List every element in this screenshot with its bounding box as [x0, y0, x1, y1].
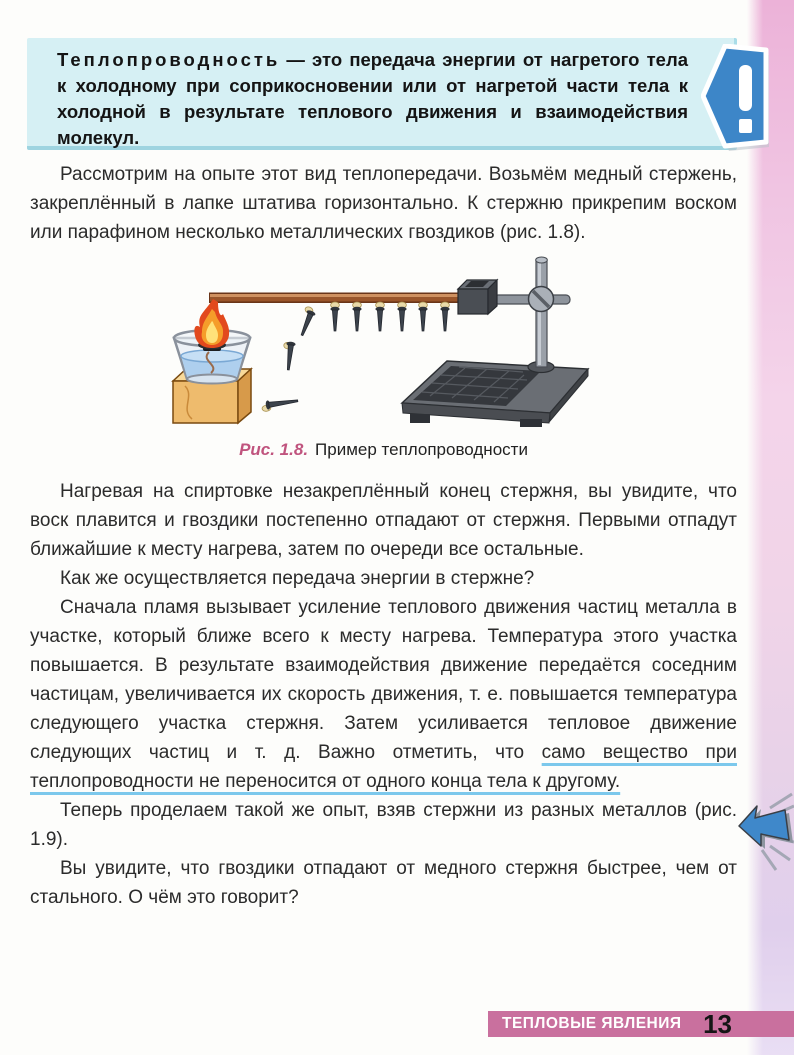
nail — [352, 302, 361, 331]
nail — [440, 302, 449, 331]
falling-nail-tilted — [296, 306, 318, 337]
copper-rod — [209, 293, 463, 304]
retort-stand-base — [402, 361, 588, 427]
paragraph-6-question: Вы увидите, что гвоздики отпадают от медного стержня быстрее, чем от стального. О чём это говорит? — [30, 858, 737, 908]
clamp-holder — [458, 280, 497, 314]
paragraph-3-question: Как же осуществляется передача энергии в стержне? — [60, 568, 535, 589]
fallen-nail — [261, 396, 299, 412]
figure-label: Рис. 1.8. — [239, 440, 309, 459]
figure-illustration — [160, 254, 660, 429]
page-edge-gradient — [747, 0, 794, 1055]
nail — [418, 302, 427, 331]
figure-1-8 — [30, 254, 737, 461]
paragraph-4 — [30, 593, 737, 796]
body-text — [30, 160, 737, 912]
nail — [397, 302, 406, 331]
footer-bar — [488, 1011, 794, 1037]
figure-caption-text: Пример теплопроводности — [315, 440, 528, 459]
nail — [330, 302, 339, 331]
paragraph-2: Нагревая на спиртовке незакреплённый конец стержня, вы увидите, что воск плавится и гвоздики постепенно отпадают от стержня. Первыми отпадут ближайшие к месту нагрева, затем по очереди все остальные. — [30, 481, 737, 560]
falling-nail — [281, 341, 295, 370]
definition-term: Теплопроводность — [57, 49, 281, 70]
spirit-lamp — [173, 299, 251, 423]
page-number: 13 — [703, 1009, 732, 1039]
paragraph-5: Теперь проделаем такой же опыт, взяв стержни из разных металлов (рис. 1.9). — [30, 800, 737, 850]
exclamation-badge-icon — [701, 44, 771, 152]
definition-text: — это передача энергии от нагретого тела к холодному при соприкосновении или от нагретой части тела к холодной в результате теплового движения и взаимодействия молекул. — [57, 49, 688, 148]
definition-box — [27, 38, 737, 150]
clamp-knob — [529, 287, 554, 312]
hanging-nails — [330, 302, 449, 331]
nail — [375, 302, 384, 331]
paragraph-4-lead: Сначала пламя вызывает усиление теплового движения частиц металла в участке, который ближе всего к месту нагрева. Температура этого участка повышается. В результате взаимодействия движение передаётся соседним частицам, увеличивается их скорость движения, т. е. повышается температура следующего участка стержня. Затем усиливается тепловое движение следующих частиц и т. д. Важно отметить, что — [30, 597, 737, 763]
paragraph-1: Рассмотрим на опыте этот вид теплопередачи. Возьмём медный стержень, закреплённый в лапке штатива горизонтально. К стержню прикрепим воском или парафином несколько металлических гвоздиков (рис. 1.8). — [30, 164, 737, 243]
edge-fade — [747, 0, 763, 1055]
left-arrow-icon — [736, 792, 794, 876]
flame — [194, 299, 229, 348]
figure-caption — [30, 439, 737, 461]
footer-section-label: ТЕПЛОВЫЕ ЯВЛЕНИЯ — [502, 1015, 682, 1032]
key-sentence-underlined: само вещество при теплопроводности не переносится от одного конца тела к другому. — [30, 742, 737, 792]
